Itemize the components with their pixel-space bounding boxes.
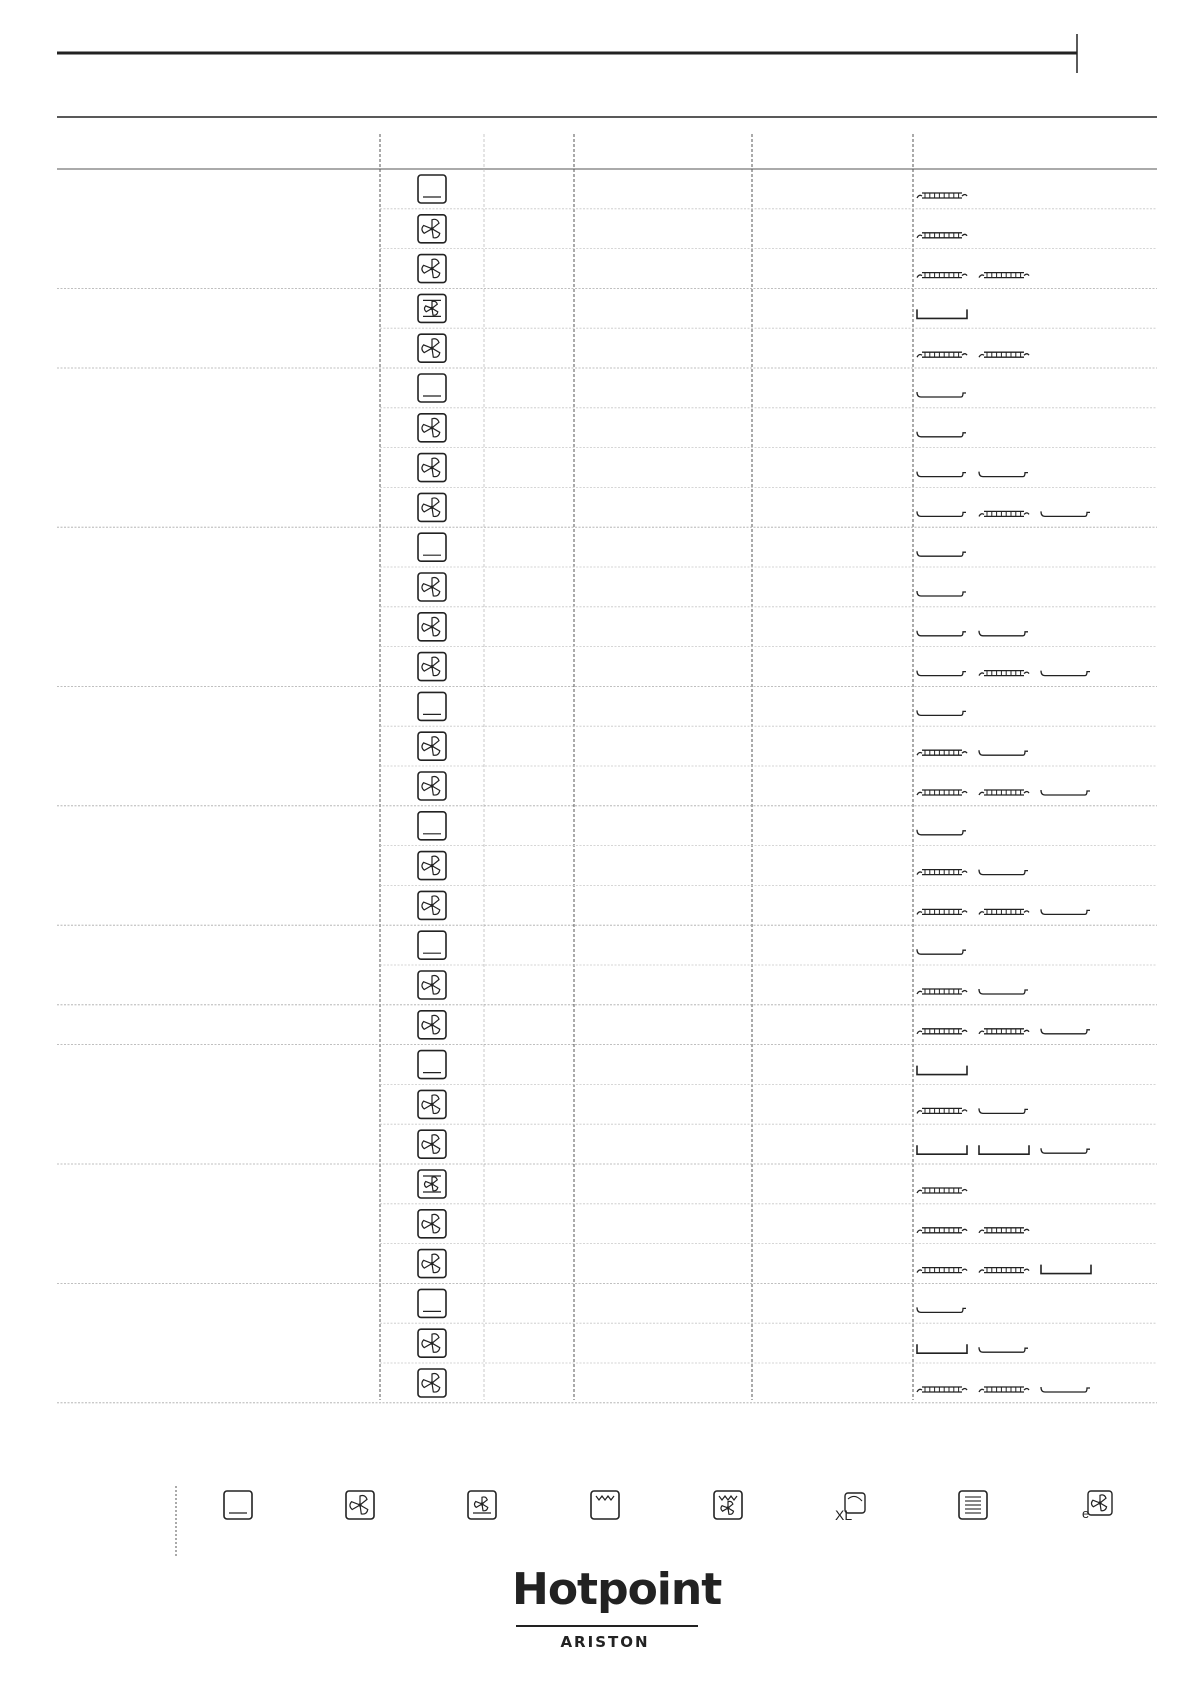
wire-rack-icon: [979, 1029, 1029, 1034]
fan-icon: [418, 772, 446, 800]
fan-hub: [430, 1143, 433, 1146]
fan-blade: [432, 667, 440, 676]
tray-body: [917, 631, 966, 636]
fan-hub: [430, 466, 433, 469]
fan-icon: [418, 1369, 446, 1397]
wire-rack-icon: [917, 233, 967, 238]
table-row: [57, 255, 1157, 289]
fan-hub: [358, 1503, 361, 1506]
tray-body: [1041, 1387, 1090, 1392]
fan-blade: [432, 1095, 439, 1104]
wire-rack-icon: [917, 1188, 967, 1193]
fan-blade: [432, 1214, 439, 1223]
table-row: [380, 931, 1157, 965]
baking-tray-icon: [979, 472, 1028, 477]
table-row: [380, 294, 1157, 328]
fan-blade: [432, 1015, 439, 1024]
baking-tray-icon: [917, 830, 966, 835]
table-row: [380, 613, 1157, 647]
table-row: [380, 374, 1157, 408]
xl-icon: [835, 1493, 865, 1523]
fan-blade: [422, 624, 432, 632]
baking-tray-icon: [1041, 790, 1090, 795]
static-icon: [418, 692, 446, 720]
fan-hub: [430, 625, 433, 628]
fan-blade: [432, 1334, 439, 1343]
fan-hub: [430, 665, 433, 668]
wire-rack-icon: [979, 1387, 1029, 1392]
fan-blade: [432, 1374, 439, 1383]
table-row: [380, 852, 1157, 886]
icon-frame: [418, 692, 446, 720]
wire-rack-icon: [917, 273, 967, 278]
pan-body: [979, 1145, 1029, 1154]
fan-hub: [430, 1103, 433, 1106]
deep-pan-icon: [979, 1145, 1029, 1154]
wire-rack-icon: [917, 1387, 967, 1392]
fan-blade: [432, 1135, 439, 1144]
tray-body: [917, 671, 966, 676]
baking-tray-icon: [917, 392, 966, 397]
icon-frame: [418, 533, 446, 561]
fan-hub: [430, 267, 433, 270]
pan-body: [917, 1145, 967, 1154]
wire-rack-icon: [917, 1108, 967, 1113]
fan-blade: [432, 976, 439, 985]
fan-blade: [360, 1505, 368, 1514]
baking-tray-icon: [979, 1347, 1028, 1352]
table-row: [57, 891, 1157, 925]
fan-blade: [432, 428, 440, 437]
fan-blade: [350, 1502, 360, 1510]
tray-body: [1041, 1029, 1090, 1034]
fan-bake-icon: [418, 294, 446, 322]
fan-blade: [422, 1141, 432, 1149]
baking-tray-icon: [1041, 1148, 1090, 1153]
fan-icon: [418, 852, 446, 880]
table-row: [57, 1369, 1157, 1403]
icon-frame: [224, 1491, 252, 1519]
deep-pan-icon: [1041, 1265, 1091, 1274]
fan-hub: [480, 1502, 483, 1505]
wire-rack-icon: [979, 352, 1029, 357]
deep-pan-icon: [917, 309, 967, 318]
icon-frame: [418, 1051, 446, 1079]
tray-body: [979, 989, 1028, 994]
icon-frame: [418, 1289, 446, 1317]
baking-tray-icon: [917, 591, 966, 596]
tray-body: [917, 392, 966, 397]
tray-body: [917, 591, 966, 596]
fan-blade: [432, 348, 440, 357]
tray-body: [1041, 790, 1090, 795]
fan-icon: [418, 971, 446, 999]
fan-blade: [432, 746, 440, 755]
fan-blade: [432, 627, 440, 636]
tray-body: [979, 1108, 1028, 1113]
fan-icon: [418, 493, 446, 521]
deep-pan-icon: [917, 1344, 967, 1353]
fan-icon: [418, 891, 446, 919]
fan-blade: [422, 663, 432, 671]
table-row: [380, 215, 1157, 249]
static-icon: [418, 1051, 446, 1079]
wire-rack-icon: [979, 1268, 1029, 1273]
fan-blade: [432, 866, 440, 875]
fan-hub: [430, 983, 433, 986]
baking-tray-icon: [1041, 1387, 1090, 1392]
tray-body: [979, 472, 1028, 477]
wire-rack-icon: [979, 511, 1029, 516]
fan-icon: [418, 1011, 446, 1039]
table-row: [57, 334, 1157, 368]
fan-blade: [422, 1380, 432, 1388]
baking-tray-icon: [1041, 909, 1090, 914]
fan-blade: [432, 896, 439, 905]
tray-body: [979, 631, 1028, 636]
fan-hub: [430, 585, 433, 588]
fan-icon: [418, 1090, 446, 1118]
xl-glyph: XL: [835, 1507, 853, 1523]
baking-tray-icon: [1041, 671, 1090, 676]
fan-blade: [432, 1025, 440, 1034]
fan-blade: [432, 468, 440, 477]
fan-blade: [432, 578, 439, 587]
fan-blade: [432, 339, 439, 348]
table-row: [57, 653, 1157, 687]
table-row: [380, 573, 1157, 607]
tray-body: [979, 870, 1028, 875]
table-row: [380, 414, 1157, 448]
baking-tray-icon: [917, 472, 966, 477]
fan-blade: [432, 418, 439, 427]
fan-icon: [418, 1210, 446, 1238]
icon-frame: [591, 1491, 619, 1519]
pan-body: [917, 1066, 967, 1075]
tray-body: [917, 710, 966, 715]
fan-blade: [432, 617, 439, 626]
baking-tray-icon: [917, 949, 966, 954]
fan-blade: [432, 737, 439, 746]
table-row: [380, 175, 1157, 209]
fan-blade: [422, 1101, 432, 1109]
wire-rack-icon: [917, 193, 967, 198]
fan-blade: [422, 345, 432, 353]
fan-blade: [422, 1022, 432, 1030]
fan-bake-icon: [418, 1170, 446, 1198]
table-row: [57, 1250, 1157, 1284]
tray-body: [1041, 1148, 1090, 1153]
static-icon: [418, 175, 446, 203]
fan-hub: [1098, 1501, 1101, 1504]
fan-blade: [422, 265, 432, 273]
table-row: [57, 1011, 1157, 1045]
baking-tray-icon: [979, 1108, 1028, 1113]
baking-tray-icon: [917, 1307, 966, 1312]
wire-rack-icon: [917, 989, 967, 994]
fan-blade: [432, 458, 439, 467]
baking-tray-icon: [917, 671, 966, 676]
traditional-icon: [959, 1491, 987, 1519]
fan-blade: [422, 1260, 432, 1268]
baking-tray-icon: [1041, 1029, 1090, 1034]
fan-blade: [432, 985, 440, 994]
table-row: [380, 732, 1157, 766]
fan-hub: [726, 1506, 729, 1509]
fan-blade: [432, 786, 440, 795]
fan-icon: [418, 334, 446, 362]
fan-blade: [422, 862, 432, 870]
fan-blade: [432, 269, 440, 278]
fan-hub: [430, 904, 433, 907]
fan-hub: [430, 506, 433, 509]
static-icon: [418, 374, 446, 402]
fan-hub: [430, 1342, 433, 1345]
wire-rack-icon: [917, 1228, 967, 1233]
fan-icon: [418, 613, 446, 641]
fan-hub: [430, 347, 433, 350]
icon-frame: [418, 812, 446, 840]
table-row: [57, 971, 1157, 1005]
icon-frame: [418, 175, 446, 203]
fan-blade: [432, 1343, 440, 1352]
wire-rack-icon: [917, 352, 967, 357]
fan-blade: [422, 1340, 432, 1348]
wire-rack-icon: [917, 750, 967, 755]
fan-blade: [432, 1144, 440, 1153]
grill-icon: [591, 1491, 619, 1519]
tray-body: [917, 511, 966, 516]
fan-blade: [422, 1221, 432, 1229]
fan-icon: [418, 573, 446, 601]
deep-pan-icon: [917, 1066, 967, 1075]
fan-hub: [430, 1262, 433, 1265]
fan-icon: [418, 653, 446, 681]
fan-icon: [418, 215, 446, 243]
tray-body: [979, 750, 1028, 755]
table-row: [380, 533, 1157, 567]
static-icon: [418, 533, 446, 561]
grill-element: [719, 1496, 737, 1500]
fan-blade: [432, 507, 440, 516]
fan-blade: [360, 1496, 367, 1505]
pan-body: [1041, 1265, 1091, 1274]
wire-rack-icon: [979, 909, 1029, 914]
icon-frame: [418, 931, 446, 959]
fan-blade: [422, 982, 432, 990]
table-row: [380, 1210, 1157, 1244]
fan-hub: [430, 745, 433, 748]
fan-blade: [432, 498, 439, 507]
fan-blade: [432, 587, 440, 596]
wire-rack-icon: [917, 1029, 967, 1034]
eco-glyph: e: [1082, 1506, 1090, 1521]
baking-tray-icon: [979, 989, 1028, 994]
tray-body: [917, 472, 966, 477]
icon-frame: [418, 374, 446, 402]
wire-rack-icon: [979, 790, 1029, 795]
wire-rack-icon: [917, 909, 967, 914]
grill-element: [596, 1496, 614, 1500]
baking-tray-icon: [979, 750, 1028, 755]
fan-blade: [422, 584, 432, 592]
baking-tray-icon: [917, 432, 966, 437]
fan-icon: [418, 454, 446, 482]
tray-body: [917, 551, 966, 556]
brand-sub: ARISTON: [560, 1633, 650, 1651]
pan-body: [917, 1344, 967, 1353]
table-row: [57, 1130, 1157, 1164]
wire-rack-icon: [979, 1228, 1029, 1233]
deep-pan-icon: [917, 1145, 967, 1154]
fan-bake-icon: [468, 1491, 496, 1519]
table-row: [380, 1090, 1157, 1124]
baking-tray-icon: [979, 631, 1028, 636]
fan-hub: [430, 1182, 433, 1185]
table-row: [380, 1289, 1157, 1323]
wire-rack-icon: [917, 790, 967, 795]
eco-fan-icon: [1082, 1491, 1112, 1521]
icon-element: [848, 1496, 862, 1501]
fan-icon: [418, 1329, 446, 1357]
fan-icon: [418, 1250, 446, 1278]
baking-tray-icon: [917, 631, 966, 636]
table-row: [380, 1329, 1157, 1363]
fan-blade: [432, 219, 439, 228]
baking-tray-icon: [917, 511, 966, 516]
table-row: [380, 812, 1157, 846]
static-icon: [224, 1491, 252, 1519]
fan-hub: [430, 1023, 433, 1026]
fan-hub: [430, 307, 433, 310]
fan-icon: [346, 1491, 374, 1519]
fan-blade: [432, 777, 439, 786]
wire-rack-icon: [917, 1268, 967, 1273]
fan-blade: [432, 657, 439, 666]
baking-tray-icon: [917, 710, 966, 715]
fan-blade: [422, 464, 432, 472]
pan-body: [917, 309, 967, 318]
tray-body: [1041, 671, 1090, 676]
static-icon: [418, 931, 446, 959]
fan-hub: [430, 426, 433, 429]
turbo-grill-icon: [714, 1491, 742, 1519]
tray-body: [917, 949, 966, 954]
table-row: [380, 692, 1157, 726]
table-row: [57, 772, 1157, 806]
fan-blade: [422, 425, 432, 433]
table-row: [380, 1051, 1157, 1085]
fan-blade: [422, 226, 432, 234]
fan-hub: [430, 864, 433, 867]
wire-rack-icon: [917, 870, 967, 875]
tray-body: [1041, 511, 1090, 516]
fan-hub: [430, 1222, 433, 1225]
fan-blade: [432, 1254, 439, 1263]
tray-body: [979, 1347, 1028, 1352]
fan-blade: [432, 259, 439, 268]
baking-tray-icon: [979, 870, 1028, 875]
fan-blade: [432, 905, 440, 914]
fan-blade: [432, 1104, 440, 1113]
fan-icon: [418, 732, 446, 760]
tray-body: [1041, 909, 1090, 914]
fan-hub: [430, 1381, 433, 1384]
fan-blade: [422, 504, 432, 512]
wire-rack-icon: [979, 671, 1029, 676]
fan-hub: [430, 227, 433, 230]
fan-icon: [418, 1130, 446, 1158]
baking-tray-icon: [917, 551, 966, 556]
fan-blade: [422, 783, 432, 791]
fan-blade: [432, 1264, 440, 1273]
fan-blade: [432, 856, 439, 865]
tray-body: [917, 830, 966, 835]
table-row: [57, 493, 1157, 527]
fan-blade: [432, 1383, 440, 1392]
fan-blade: [432, 229, 440, 238]
tray-body: [917, 1307, 966, 1312]
fan-icon: [418, 414, 446, 442]
table-row: [380, 454, 1157, 488]
brand-logo: Hotpoint: [512, 1564, 722, 1615]
table-row: [380, 1170, 1157, 1204]
static-icon: [418, 812, 446, 840]
fan-hub: [430, 784, 433, 787]
fan-blade: [422, 902, 432, 910]
baking-tray-icon: [1041, 511, 1090, 516]
tray-body: [917, 432, 966, 437]
wire-rack-icon: [979, 273, 1029, 278]
fan-blade: [422, 743, 432, 751]
static-icon: [418, 1289, 446, 1317]
fan-blade: [432, 1224, 440, 1233]
fan-icon: [418, 255, 446, 283]
